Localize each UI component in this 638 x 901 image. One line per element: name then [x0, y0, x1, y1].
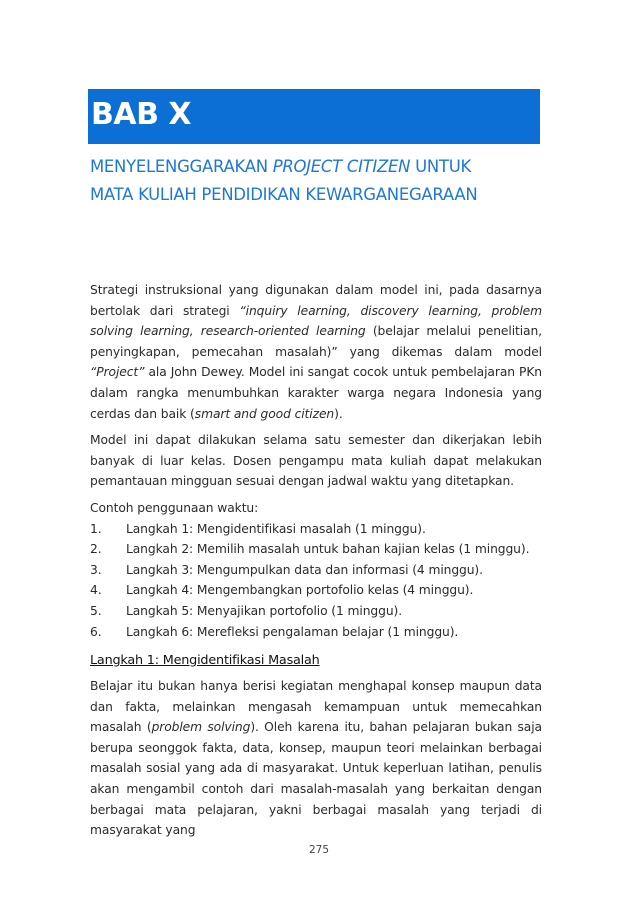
paragraph-learning	[90, 676, 542, 841]
list-number: 1.	[90, 521, 102, 536]
text-run: ).	[334, 406, 343, 421]
list-item	[90, 622, 542, 643]
list-item	[90, 519, 542, 540]
list-number: 4.	[90, 583, 102, 598]
title-text-pre: MENYELENGGARAKAN	[90, 157, 273, 176]
list-text: Langkah 1: Mengidentifikasi masalah (1 minggu).	[126, 521, 426, 536]
title-text-post: UNTUK	[410, 157, 472, 176]
italic-text-run: “Project”	[90, 365, 145, 380]
list-item	[90, 580, 542, 601]
list-number: 6.	[90, 624, 102, 639]
title-text-emphasis: PROJECT CITIZEN	[272, 157, 411, 176]
list-number: 2.	[90, 542, 102, 557]
text-run: ala John Dewey. Model ini sangat cocok untuk pembelajaran PKn dalam rangka menumbuhkan karakter warga negara Indonesia yang cerdas dan baik (	[90, 365, 542, 421]
text-run: Belajar itu bukan hanya berisi kegiatan menghapal konsep maupun data dan fakta, melainkan mengasah kemampuan untuk memecahkan masalah (	[90, 679, 542, 735]
steps-list	[90, 519, 542, 643]
list-number: 5.	[90, 603, 102, 618]
text-run: ). Oleh karena itu, bahan pelajaran bukan saja berupa seonggok fakta, data, konsep, maupun teori melainkan berbagai masalah sosial yang ada di masyarakat. Untuk keperluan latihan, penulis akan mengambil contoh dari masalah-masalah yang berkaitan dengan berbagai mata pelajaran, yakni berbagai masalah yang terjadi di masyarakat yang	[90, 720, 542, 838]
text-run: (belajar melalui penelitian, penyingkapan, pemecahan masalah)” yang dikemas dalam model	[90, 324, 542, 359]
list-text: Langkah 4: Mengembangkan portofolio kelas (4 minggu).	[126, 583, 474, 598]
list-text: Langkah 5: Menyajikan portofolio (1 minggu).	[126, 603, 403, 618]
list-number: 3.	[90, 562, 102, 577]
chapter-title-line-2: MATA KULIAH PENDIDIKAN KEWARGANEGARAAN	[90, 185, 478, 204]
list-text: Langkah 6: Merefleksi pengalaman belajar (1 minggu).	[126, 624, 459, 639]
list-item	[90, 601, 542, 622]
chapter-label: BAB X	[91, 97, 192, 132]
list-text: Langkah 3: Mengumpulkan data dan informasi (4 minggu).	[126, 562, 483, 577]
section-heading: Langkah 1: Mengidentifikasi Masalah	[90, 653, 320, 669]
chapter-title	[90, 153, 550, 209]
paragraph-model: Model ini dapat dilakukan selama satu semester dan dikerjakan lebih banyak di luar kelas. Dosen pengampu mata kuliah dapat melakukan pemantauan mingguan sesuai dengan jadwal waktu yang ditetapkan.	[90, 433, 542, 489]
italic-text-run: “inquiry learning, discovery learning, problem solving learning, research-oriented learning	[90, 303, 542, 339]
list-item	[90, 539, 542, 560]
text-run: Strategi instruksional yang digunakan dalam model ini, pada dasarnya bertolak dari strategi	[90, 283, 542, 318]
paragraph-time-example: Contoh penggunaan waktu:	[90, 500, 259, 515]
paragraph-strategy	[90, 280, 542, 424]
italic-text-run: problem solving	[151, 720, 251, 735]
chapter-title-line-1	[90, 153, 550, 181]
chapter-banner	[88, 89, 540, 144]
body-content	[90, 280, 542, 841]
italic-text-run: smart and good citizen	[194, 406, 335, 421]
list-text: Langkah 2: Memilih masalah untuk bahan kajian kelas (1 minggu).	[126, 542, 530, 557]
list-item	[90, 560, 542, 581]
page-number: 275	[308, 844, 330, 856]
